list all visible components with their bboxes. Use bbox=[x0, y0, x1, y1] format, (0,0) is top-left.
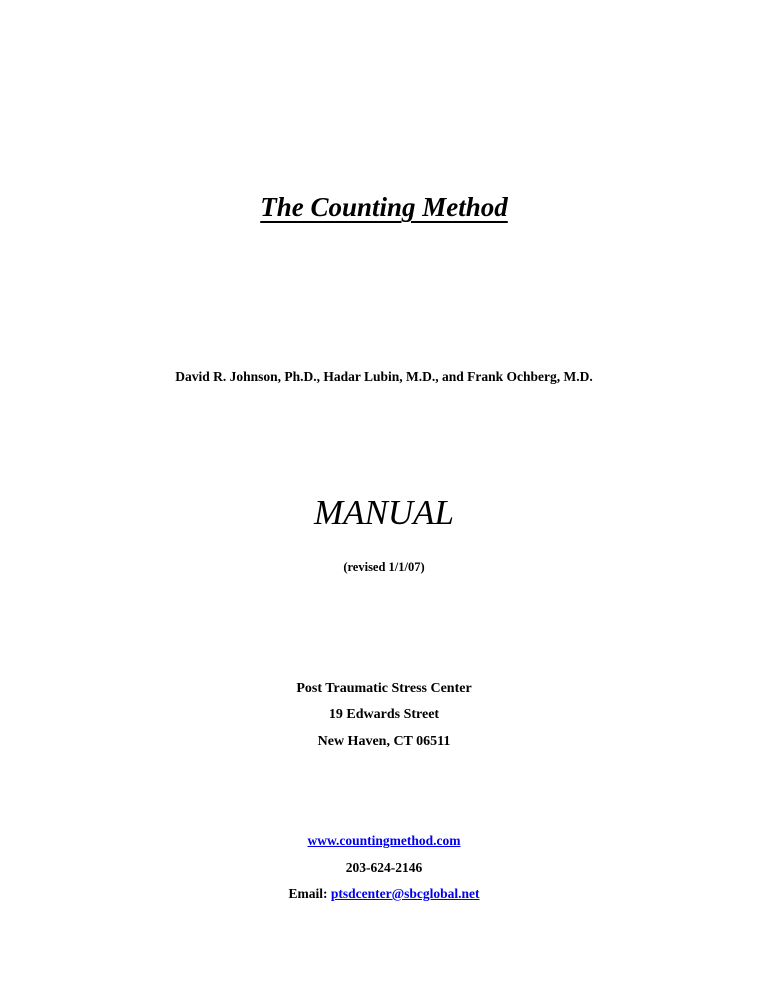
manual-heading: MANUAL bbox=[314, 493, 454, 532]
street-address: 19 Edwards Street bbox=[328, 707, 440, 722]
organization-name: Post Traumatic Stress Center bbox=[296, 681, 472, 696]
city-state-zip: New Haven, CT 06511 bbox=[317, 734, 451, 749]
authors-line: David R. Johnson, Ph.D., Hadar Lubin, M.D., and Frank Ochberg, M.D. bbox=[175, 369, 593, 384]
document-title: The Counting Method bbox=[260, 192, 508, 222]
email-label: Email: bbox=[288, 886, 331, 901]
revision-note: (revised 1/1/07) bbox=[343, 560, 425, 574]
phone-number: 203-624-2146 bbox=[345, 860, 423, 875]
website-link[interactable]: www.countingmethod.com bbox=[307, 833, 461, 848]
email-line bbox=[0, 886, 768, 902]
email-link[interactable]: ptsdcenter@sbcglobal.net bbox=[330, 886, 480, 901]
